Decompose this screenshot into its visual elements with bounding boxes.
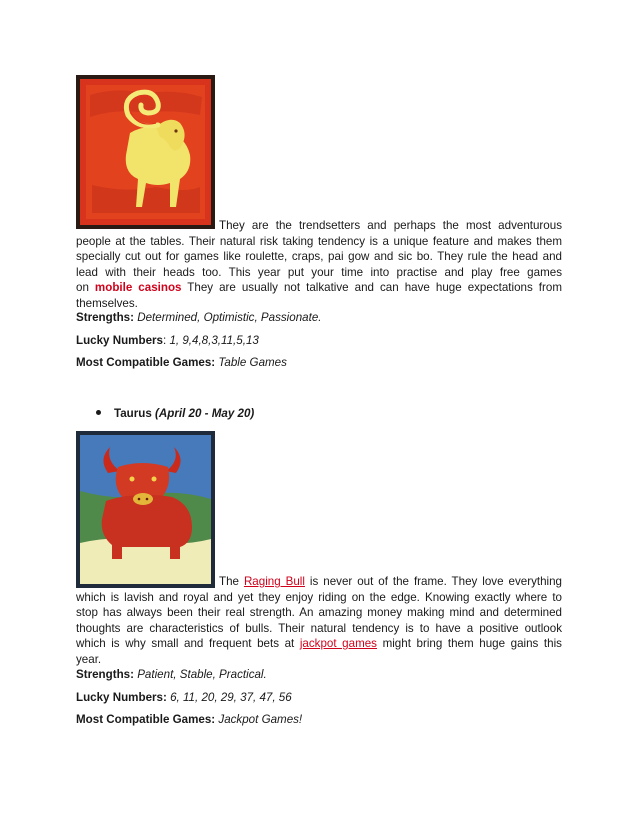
- aries-line: lead with their heads too. This year put your time into practise and play free games: [76, 265, 562, 279]
- taurus-lucky-numbers: [76, 690, 292, 705]
- strengths-value: Patient, Stable, Practical.: [137, 668, 267, 681]
- aries-line: They are the trendsetters and perhaps the most adventurous: [219, 219, 562, 232]
- taurus-line: which is lavish and royal and yet they enjoy riding on the edge. Knowing exactly where to: [76, 590, 562, 604]
- taurus-compatible-games: [76, 712, 302, 727]
- games-label: Most Compatible Games:: [76, 356, 216, 369]
- taurus-bull-painting: [76, 431, 215, 588]
- taurus-heading-dates: (April 20 - May 20): [155, 407, 255, 420]
- taurus-line: year.: [76, 652, 102, 666]
- raging-bull-link[interactable]: Raging Bull: [243, 575, 305, 588]
- aries-line: specially cut out for games like roulette, craps, pai gow and sic bo. They rule the head and: [76, 250, 562, 263]
- aries-lucky-numbers: [76, 333, 259, 348]
- aries-line-post: They are usually not talkative and can have huge expectations from: [181, 281, 562, 294]
- taurus-line-pre: The: [219, 575, 244, 588]
- games-label: Most Compatible Games:: [76, 713, 216, 726]
- taurus-description: [76, 574, 562, 667]
- aries-ram-painting: [76, 75, 215, 229]
- strengths-label: Strengths:: [76, 311, 134, 324]
- aries-strengths: [76, 310, 322, 325]
- taurus-heading-name: Taurus: [114, 407, 152, 420]
- strengths-value: Determined, Optimistic, Passionate.: [137, 311, 322, 324]
- lucky-numbers-value: 6, 11, 20, 29, 37, 47, 56: [170, 691, 292, 704]
- aries-description: [76, 218, 562, 311]
- bull-illustration: [76, 431, 215, 588]
- aries-line-with-link: [76, 280, 562, 296]
- lucky-numbers-value: 1, 9,4,8,3,11,5,13: [169, 334, 259, 347]
- taurus-bullet-heading: [96, 406, 254, 421]
- taurus-line-post: might bring them huge gains this: [376, 637, 562, 650]
- taurus-line-with-link: [76, 636, 562, 652]
- games-value: Jackpot Games!: [218, 713, 303, 726]
- aries-compatible-games: [76, 355, 287, 370]
- taurus-line-pre: which is why small and frequent bets at: [76, 637, 300, 650]
- taurus-line: thoughts are characteristics of bulls. Their natural tendency is to have a positive outlook: [76, 621, 562, 635]
- lucky-numbers-label: Lucky Numbers: [76, 334, 163, 347]
- lucky-numbers-label: Lucky Numbers:: [76, 691, 167, 704]
- aries-line: people at the tables. Their natural risk taking tendency is a unique feature and makes them: [76, 234, 562, 248]
- ram-illustration: [76, 75, 215, 229]
- games-value: Table Games: [218, 356, 287, 369]
- aries-line-pre: on: [76, 281, 95, 294]
- aries-line: themselves.: [76, 296, 138, 310]
- lucky-numbers-colon: :: [162, 334, 167, 347]
- taurus-strengths: [76, 667, 267, 682]
- strengths-label: Strengths:: [76, 668, 134, 681]
- taurus-line-with-link: [76, 574, 562, 590]
- bullet-dot-icon: [96, 410, 101, 415]
- jackpot-games-link[interactable]: jackpot games: [299, 637, 377, 650]
- taurus-line: stop has always been their real strength. An amazing money making mind and determined: [76, 606, 562, 619]
- taurus-line-post: is never out of the frame. They love everything: [304, 575, 563, 588]
- mobile-casinos-link[interactable]: mobile casinos: [94, 281, 182, 294]
